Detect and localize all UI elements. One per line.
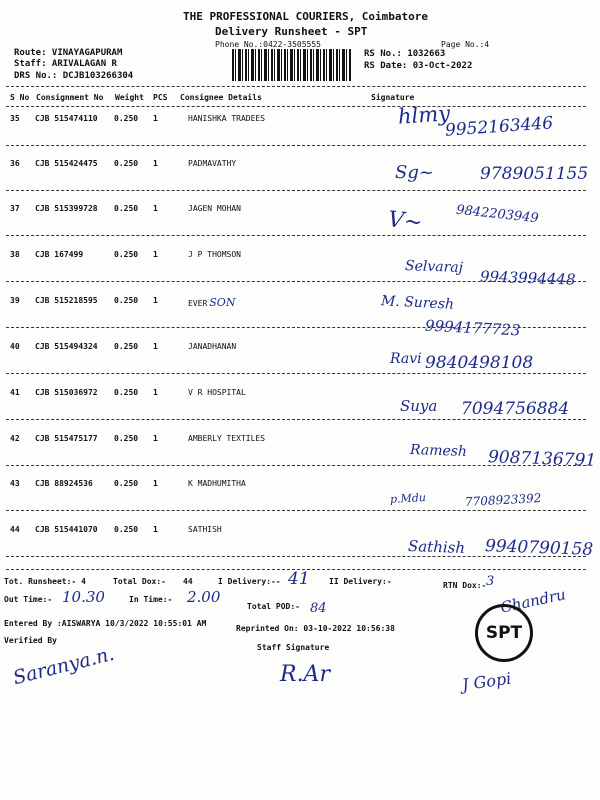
divider — [6, 145, 586, 146]
recipient-phone: 9789051155 — [480, 164, 589, 184]
row-weight: 0.250 — [114, 434, 139, 443]
i-delivery-label: I Delivery:-- — [218, 577, 281, 586]
col-pcs: PCS — [153, 93, 168, 102]
row-sno: 43 — [10, 479, 20, 488]
stamp-signature: Chandru — [498, 585, 568, 617]
recipient-signature: Sg~ — [395, 162, 434, 183]
row-weight: 0.250 — [114, 525, 139, 534]
row-consignee — [188, 342, 236, 351]
divider — [6, 510, 586, 511]
row-pcs: 1 — [153, 388, 158, 397]
divider — [6, 465, 586, 466]
row-consignment: CJB 515218595 — [35, 296, 98, 305]
col-consignment: Consignment No — [36, 93, 104, 102]
recipient-signature: Selvaraj — [404, 257, 464, 277]
stamp-signature-2: J Gopi — [460, 668, 513, 695]
route: Route: VINAYAGAPURAM — [14, 48, 123, 58]
divider — [6, 327, 586, 328]
in-time-hand: 2.00 — [187, 588, 221, 606]
row-consignment: CJB 515036972 — [35, 388, 98, 397]
consignee-name: JAGEN MOHAN — [188, 204, 241, 213]
total-pod-label: Total POD:- — [247, 602, 300, 611]
col-signature: Signature — [371, 93, 415, 102]
recipient-signature: V~ — [386, 207, 424, 236]
divider — [6, 373, 586, 374]
row-consignee — [188, 296, 235, 309]
row-consignment: CJB 167499 — [35, 250, 84, 259]
rs-date: RS Date: 03-Oct-2022 — [364, 61, 473, 71]
row-sno: 39 — [10, 296, 20, 305]
document-title: Delivery Runsheet - SPT — [215, 25, 368, 38]
total-dox-label: Total Dox:- — [113, 577, 166, 586]
verified-by: Verified By — [4, 636, 57, 645]
row-weight: 0.250 — [114, 388, 139, 397]
consignee-name: HANISHKA TRADEES — [188, 114, 266, 123]
row-pcs: 1 — [153, 342, 158, 351]
row-weight: 0.250 — [114, 114, 139, 123]
row-consignee — [188, 479, 246, 488]
reprinted-on: Reprinted On: 03-10-2022 10:56:38 — [236, 624, 395, 633]
total-pod-hand: 84 — [310, 601, 327, 616]
row-consignment: CJB 88924536 — [35, 479, 93, 488]
rtn-dox-label: RTN Dox:- — [443, 581, 487, 590]
tot-runsheet: Tot. Runsheet:- 4 — [4, 577, 86, 586]
row-pcs: 1 — [153, 250, 158, 259]
recipient-phone: 9842203949 — [455, 202, 540, 227]
consignee-name: AMBERLY TEXTILES — [188, 434, 266, 443]
company-name: THE PROFESSIONAL COURIERS, Coimbatore — [183, 10, 429, 23]
row-consignment: CJB 515475177 — [35, 434, 98, 443]
col-sno: S No — [10, 93, 30, 102]
consignee-hand: SON — [209, 296, 236, 309]
entered-by: Entered By :AISWARYA 10/3/2022 10:55:01 AM — [4, 619, 207, 628]
divider — [6, 419, 586, 420]
recipient-phone: 9952163446 — [444, 113, 554, 141]
recipient-signature: hlmy — [397, 101, 451, 129]
verified-signature: Saranya.n. — [10, 642, 117, 690]
recipient-signature: Ramesh — [409, 442, 468, 460]
row-consignee — [188, 388, 246, 397]
row-pcs: 1 — [153, 159, 158, 168]
row-consignee — [188, 159, 236, 168]
row-pcs: 1 — [153, 114, 158, 123]
row-consignment: CJB 515424475 — [35, 159, 98, 168]
row-sno: 37 — [10, 204, 20, 213]
row-sno: 44 — [10, 525, 20, 534]
row-consignee — [188, 250, 241, 259]
row-weight: 0.250 — [114, 204, 139, 213]
row-consignment: CJB 515399728 — [35, 204, 98, 213]
divider — [6, 106, 586, 107]
recipient-signature: Suya — [400, 397, 438, 415]
row-weight: 0.250 — [114, 250, 139, 259]
consignee-name: EVER — [188, 299, 208, 308]
page-number: Page No.:4 — [441, 40, 490, 49]
divider — [6, 86, 586, 87]
divider — [6, 235, 586, 236]
recipient-signature: Sathish — [407, 537, 466, 557]
recipient-signature: M. Suresh — [380, 293, 455, 313]
recipient-signature: Ravi — [390, 351, 422, 367]
rs-number: RS No.: 1032663 — [364, 49, 446, 59]
row-consignee — [188, 114, 265, 123]
recipient-signature: p.Mdu — [389, 491, 427, 506]
row-sno: 42 — [10, 434, 20, 443]
recipient-phone: 7708923392 — [464, 491, 542, 509]
staff-signature: R.Ar — [280, 662, 330, 687]
col-weight: Weight — [115, 93, 144, 102]
staff: Staff: ARIVALAGAN R — [14, 59, 117, 69]
consignee-name: V R HOSPITAL — [188, 388, 246, 397]
ii-delivery-label: II Delivery:- — [329, 577, 392, 586]
in-time-label: In Time:- — [129, 595, 173, 604]
row-sno: 38 — [10, 250, 20, 259]
staff-signature-label: Staff Signature — [257, 643, 330, 652]
recipient-phone: 9994177723 — [424, 316, 521, 340]
out-time-hand: 10.30 — [62, 588, 105, 606]
consignee-name: PADMAVATHY — [188, 159, 237, 168]
row-consignee — [188, 525, 222, 534]
barcode — [232, 49, 352, 81]
rtn-dox-hand: 3 — [486, 574, 495, 589]
divider — [6, 556, 586, 557]
divider — [6, 190, 586, 191]
recipient-phone: 7094756884 — [461, 399, 570, 419]
out-time-label: Out Time:- — [4, 595, 53, 604]
col-consignee: Consignee Details — [180, 93, 262, 102]
row-pcs: 1 — [153, 434, 158, 443]
drs-number: DRS No.: DCJB103266304 — [14, 71, 134, 81]
row-weight: 0.250 — [114, 342, 139, 351]
consignee-name: SATHISH — [188, 525, 222, 534]
spt-stamp — [475, 604, 533, 662]
total-dox-value: 44 — [183, 577, 193, 586]
row-pcs: 1 — [153, 296, 158, 305]
recipient-phone: 9840498108 — [425, 353, 534, 373]
recipient-phone: 9940790158 — [484, 536, 594, 560]
row-sno: 36 — [10, 159, 20, 168]
row-consignee — [188, 204, 241, 213]
row-weight: 0.250 — [114, 479, 139, 488]
row-consignment: CJB 515474110 — [35, 114, 98, 123]
row-pcs: 1 — [153, 525, 158, 534]
recipient-phone: 9087136791 — [487, 447, 597, 471]
consignee-name: JANADHANAN — [188, 342, 237, 351]
i-delivery-hand: 41 — [288, 569, 310, 589]
divider — [6, 281, 586, 282]
phone-number: Phone No.:0422-3505555 — [215, 40, 321, 49]
row-weight: 0.250 — [114, 296, 139, 305]
row-pcs: 1 — [153, 479, 158, 488]
row-weight: 0.250 — [114, 159, 139, 168]
recipient-phone: 9943994448 — [479, 267, 576, 289]
row-consignment: CJB 515494324 — [35, 342, 98, 351]
row-sno: 35 — [10, 114, 20, 123]
row-pcs: 1 — [153, 204, 158, 213]
consignee-name: J P THOMSON — [188, 250, 241, 259]
stamp-text: SPT — [485, 623, 523, 643]
consignee-name: K MADHUMITHA — [188, 479, 246, 488]
row-consignee — [188, 434, 265, 443]
row-sno: 40 — [10, 342, 20, 351]
row-consignment: CJB 515441070 — [35, 525, 98, 534]
row-sno: 41 — [10, 388, 20, 397]
